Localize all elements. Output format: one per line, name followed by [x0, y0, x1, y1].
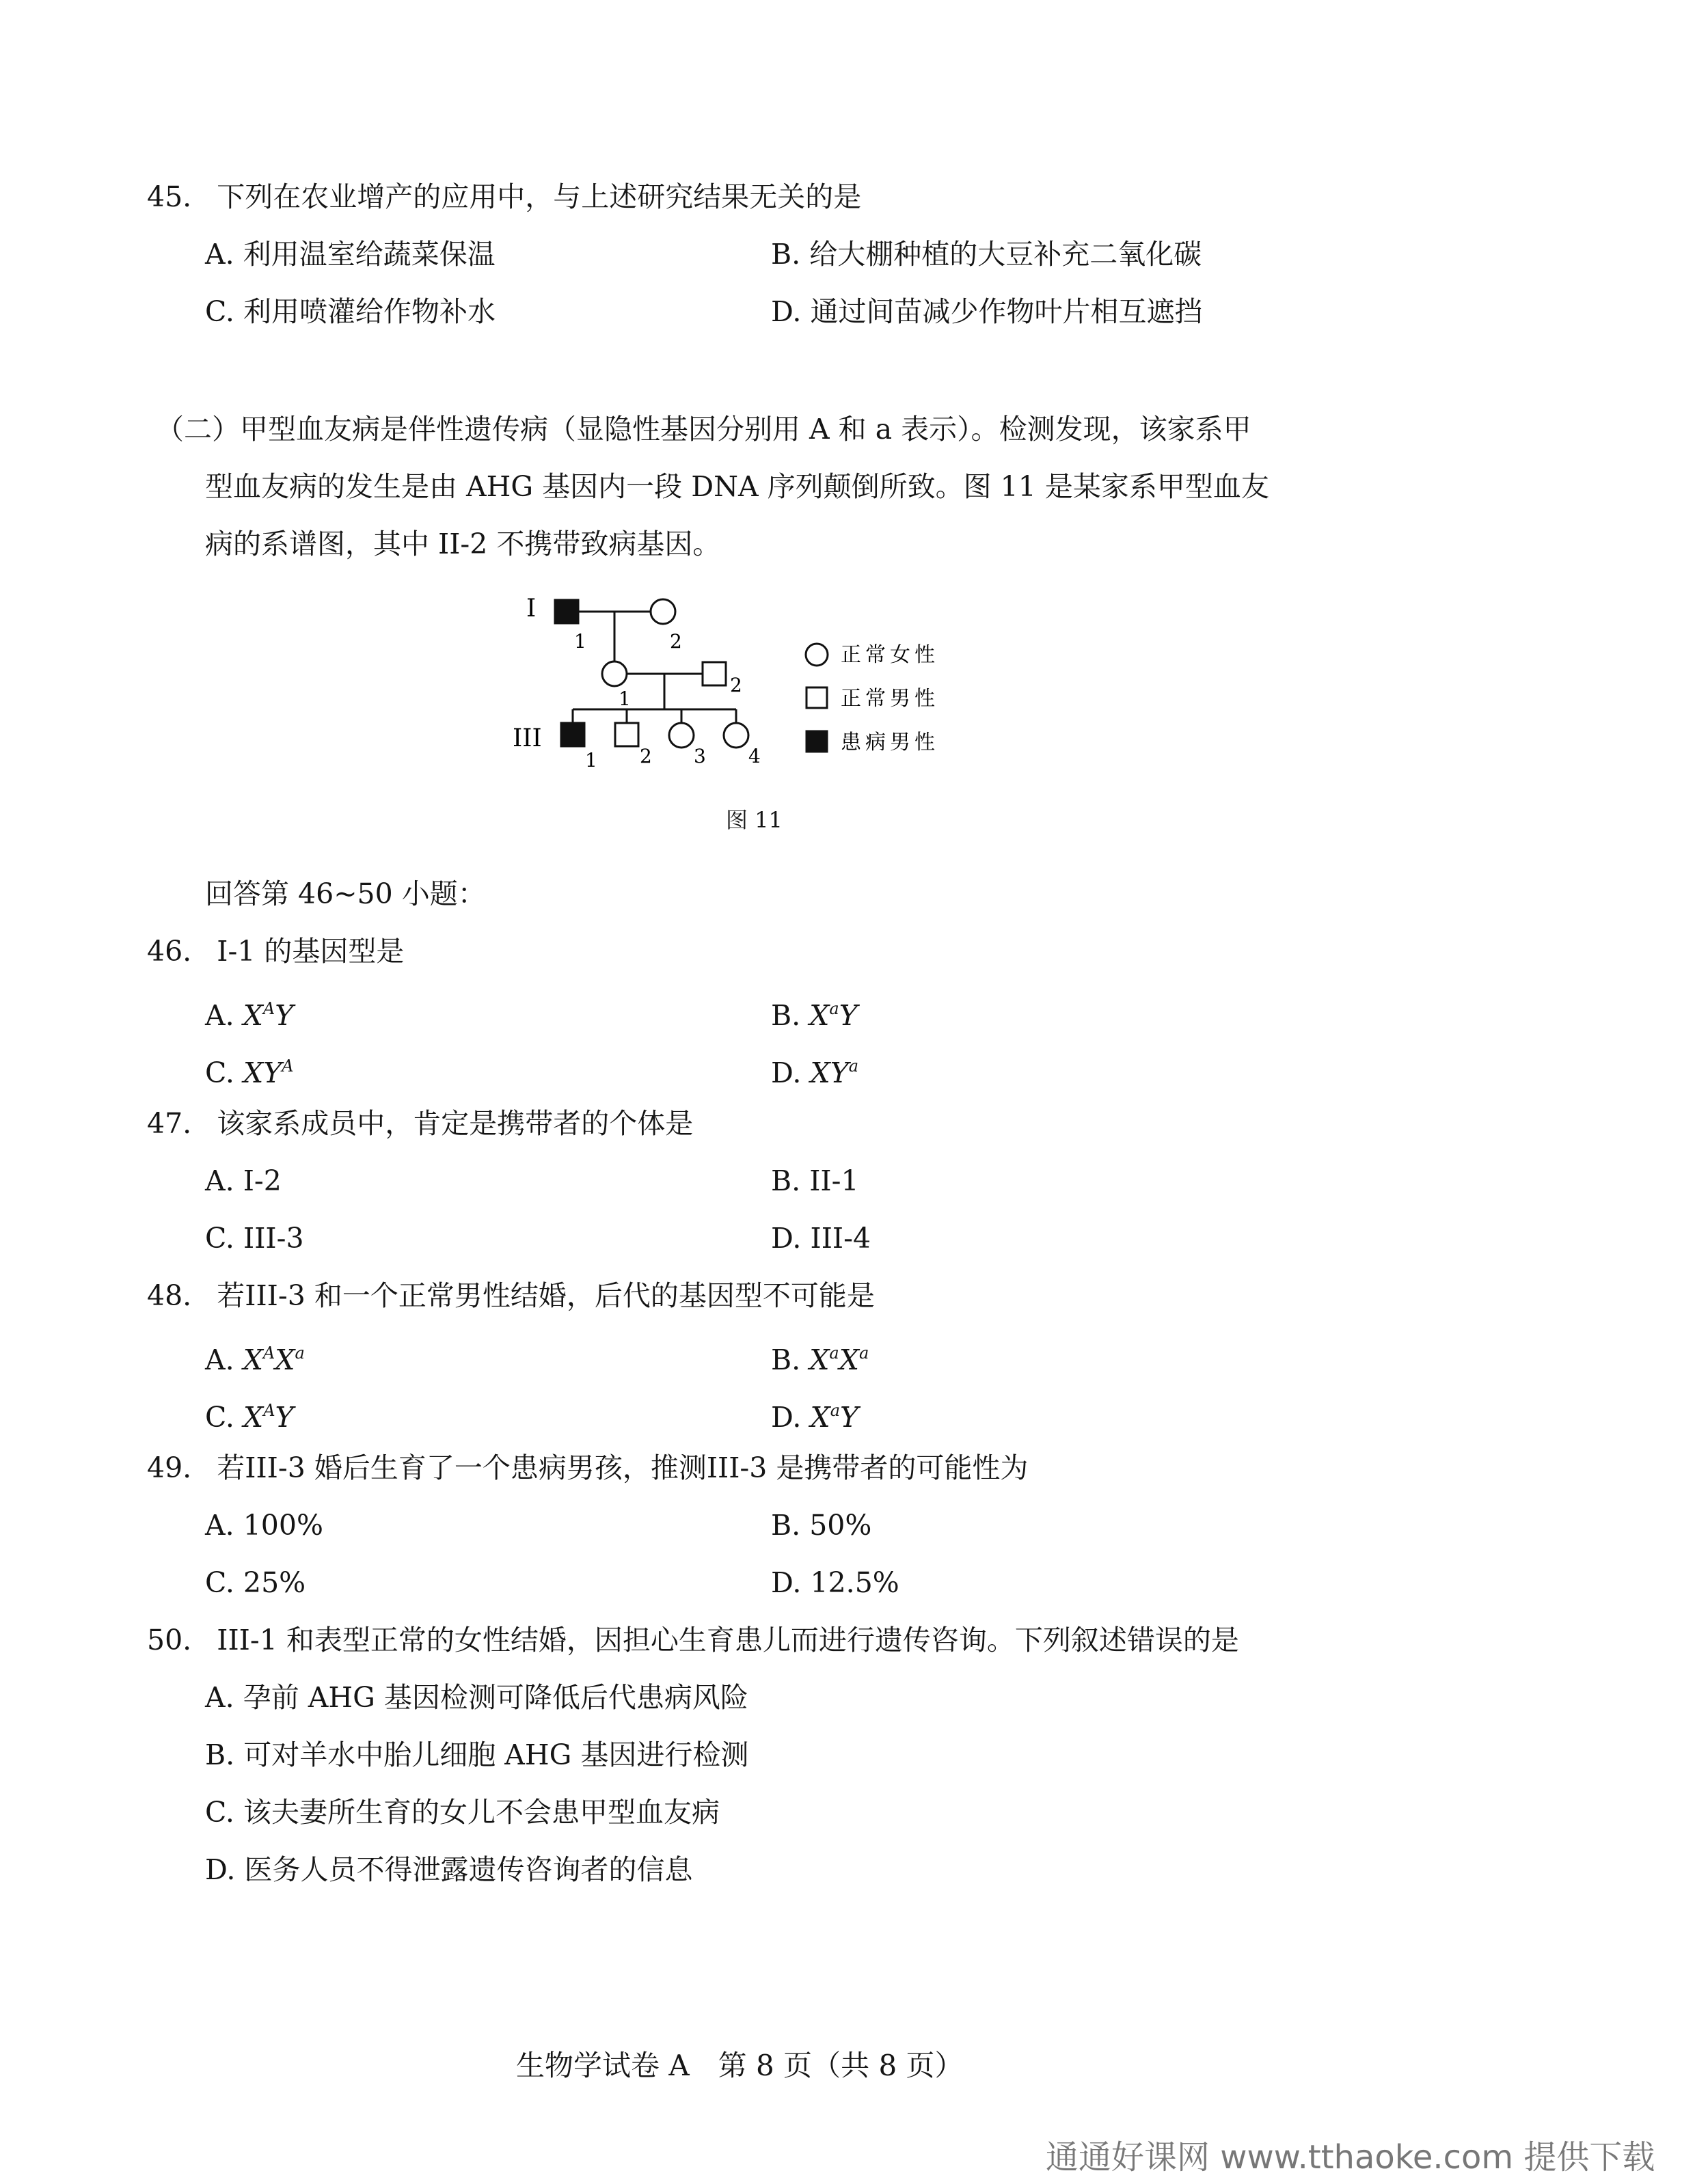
gen3-female-normal-3	[669, 723, 694, 748]
question-number: 50.	[147, 1624, 192, 1656]
legend-normal-male-label: 正常男性	[841, 687, 939, 711]
q45-option-d: D. 通过间苗减少作物叶片相互遮挡	[771, 295, 1203, 328]
legend-affected-male-label: 患病男性	[841, 731, 939, 754]
q49-option-b: B. 50%	[771, 1509, 872, 1542]
question-number: 48.	[147, 1279, 192, 1312]
q46-option-b: B. $X^aY$	[771, 999, 858, 1032]
generation-label-iii: III	[513, 724, 542, 752]
gen1-number-2: 2	[670, 630, 682, 653]
generation-label-i: I	[526, 595, 537, 623]
question-stem: 若III-3 婚后生育了一个患病男孩，推测III-3 是携带者的可能性为	[217, 1451, 1029, 1484]
q47-option-d: D. III-4	[771, 1222, 871, 1255]
q45-stem-row	[147, 179, 861, 215]
question-stem: I-1 的基因型是	[217, 935, 405, 968]
q49-option-a: A. 100%	[205, 1509, 323, 1542]
legend-affected-male-icon	[806, 731, 827, 752]
question-stem: III-1 和表型正常的女性结婚，因担心生育患儿而进行遗传咨询。下列叙述错误的是	[217, 1624, 1239, 1656]
gen3-number-4: 4	[748, 745, 761, 767]
gen1-female-normal	[651, 599, 675, 624]
question-number: 49.	[147, 1451, 192, 1484]
section2-line2: 型血友病的发生是由 AHG 基因内一段 DNA 序列颠倒所致。图 11 是某家系甲型血友	[205, 470, 1269, 503]
pedigree-chart	[499, 588, 1005, 793]
gen3-number-3: 3	[694, 745, 706, 767]
q45-option-c: C. 利用喷灌给作物补水	[205, 295, 496, 328]
q45-option-a: A. 利用温室给蔬菜保温	[205, 238, 496, 271]
watermark: 通通好课网 www.tthaoke.com 提供下载	[1046, 2138, 1655, 2176]
q48-option-a: A. $X^AX^a$	[205, 1343, 305, 1376]
gen2-number-1: 1	[619, 687, 631, 710]
q45-option-b: B. 给大棚种植的大豆补充二氧化碳	[771, 238, 1202, 271]
gen3-female-normal-4	[724, 723, 748, 748]
gen2-male-normal	[703, 662, 726, 685]
q46-option-d: D. $XY^a$	[771, 1056, 859, 1089]
legend-normal-female-label: 正常女性	[841, 643, 939, 667]
question-number: 47.	[147, 1107, 192, 1140]
q49-option-c: C. 25%	[205, 1566, 306, 1599]
q48-stem-row	[147, 1278, 875, 1313]
page-footer: 生物学试卷 A 第 8 页（共 8 页）	[516, 2049, 964, 2082]
legend-normal-male-icon	[806, 687, 827, 708]
legend-normal-female-icon	[806, 644, 828, 666]
gen1-male-affected	[555, 600, 578, 623]
q50-stem-row	[147, 1622, 1239, 1658]
gen2-number-2: 2	[730, 674, 742, 696]
q48-option-d: D. $X^aY$	[771, 1401, 859, 1434]
q46-option-a: A. $X^AY$	[205, 999, 294, 1032]
q48-option-b: B. $X^aX^a$	[771, 1343, 869, 1376]
gen3-male-normal	[615, 723, 638, 746]
q49-option-d: D. 12.5%	[771, 1566, 899, 1599]
q50-option-b: B. 可对羊水中胎儿细胞 AHG 基因进行检测	[205, 1738, 749, 1771]
gen3-male-affected	[561, 723, 584, 746]
question-stem: 若III-3 和一个正常男性结婚，后代的基因型不可能是	[217, 1279, 875, 1312]
q50-option-c: C. 该夫妻所生育的女儿不会患甲型血友病	[205, 1796, 720, 1829]
gen2-female-normal	[602, 661, 627, 686]
q50-option-a: A. 孕前 AHG 基因检测可降低后代患病风险	[205, 1681, 748, 1714]
q49-stem-row	[147, 1450, 1028, 1486]
q47-option-b: B. II-1	[771, 1164, 859, 1197]
q46-option-c: C. $XY^A$	[205, 1056, 294, 1089]
figure-caption: 图 11	[726, 807, 783, 833]
q46-stem-row	[147, 933, 404, 969]
question-stem: 下列在农业增产的应用中，与上述研究结果无关的是	[217, 180, 862, 213]
question-number: 45.	[147, 180, 192, 213]
question-stem: 该家系成员中，肯定是携带者的个体是	[217, 1107, 694, 1140]
q47-stem-row	[147, 1106, 693, 1141]
q47-option-a: A. I-2	[205, 1164, 282, 1197]
gen3-number-1: 1	[585, 749, 597, 772]
q47-option-c: C. III-3	[205, 1222, 304, 1255]
q50-option-d: D. 医务人员不得泄露遗传咨询者的信息	[205, 1853, 693, 1886]
section2-line3: 病的系谱图，其中 II-2 不携带致病基因。	[205, 528, 721, 560]
gen3-number-2: 2	[640, 745, 652, 767]
q48-option-c: C. $X^AY$	[205, 1401, 294, 1434]
question-number: 46.	[147, 935, 192, 968]
section2-line1: （二）甲型血友病是伴性遗传病（显隐性基因分别用 A 和 a 表示）。检测发现，该家系甲	[156, 413, 1251, 446]
answer-prompt: 回答第 46~50 小题：	[205, 877, 486, 910]
gen1-number-1: 1	[574, 630, 586, 653]
